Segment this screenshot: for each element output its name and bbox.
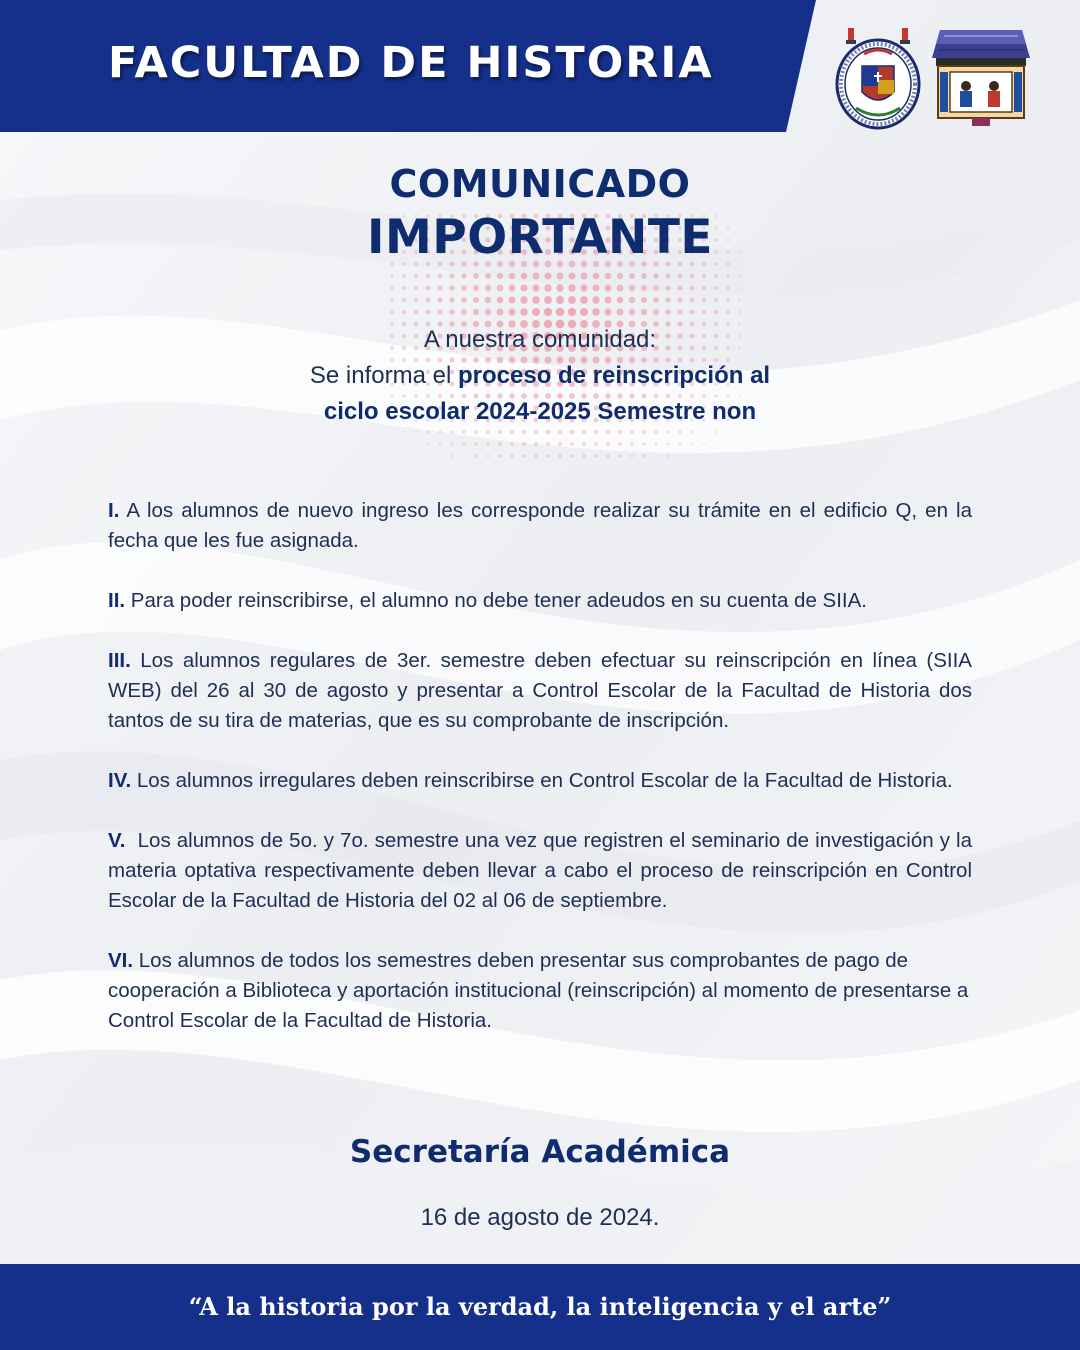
item-text: Los alumnos de todos los semestres deben presentar sus comprobantes de pago de cooperación a Biblioteca y aportación institucional (reinscripción) al momento de presentarse a Control Escolar de la Facultad de Historia. — [108, 949, 969, 1032]
list-item — [108, 946, 972, 1036]
item-text: Los alumnos regulares de 3er. semestre deben efectuar su reinscripción en línea (SIIA WEB) del 26 al 30 de agosto y presentar a Control Escolar de la Facultad de Historia dos tantos de su tira de materias, que es su comprobante de inscripción. — [108, 649, 972, 732]
signature: Secretaría Académica — [349, 1134, 731, 1170]
item-text: Para poder reinscribirse, el alumno no debe tener adeudos en su cuenta de SIIA. — [130, 589, 867, 612]
header-title: FACULTAD DE HISTORIA — [108, 38, 714, 88]
intro-bold-2: ciclo escolar 2024-2025 Semestre non — [323, 398, 757, 425]
intro-prefix: Se informa el — [309, 362, 458, 389]
item-numeral: I. — [108, 499, 120, 522]
university-seal-icon — [834, 26, 922, 130]
intro-line-3 — [0, 394, 1080, 430]
greeting: A nuestra comunidad: — [423, 326, 657, 353]
intro-block — [0, 322, 1080, 430]
list-item — [108, 766, 972, 796]
item-numeral: VI. — [108, 949, 134, 972]
list-item — [108, 826, 972, 916]
intro-bold-1: proceso de reinscripción al — [457, 362, 771, 389]
announcement-body — [108, 496, 972, 1066]
announcement-title-line1: COMUNICADO — [389, 162, 691, 206]
list-item — [108, 496, 972, 556]
announcement-date: 16 de agosto de 2024. — [420, 1204, 660, 1231]
footer-motto: “A la historia por la verdad, la inteligencia y el arte” — [188, 1292, 892, 1321]
item-numeral: V. — [108, 829, 126, 852]
list-item — [108, 586, 972, 616]
item-text: Los alumnos de 5o. y 7o. semestre una vez que registren el seminario de investigación y la materia optativa respectivamente deben llevar a cabo el proceso de reinscripción en Control Escolar de la Facultad de Historia del 02 al 06 de septiembre. — [108, 829, 972, 912]
item-numeral: II. — [108, 589, 126, 612]
faculty-house-icon — [930, 28, 1032, 126]
announcement-title-line2: IMPORTANTE — [366, 210, 714, 265]
item-text: A los alumnos de nuevo ingreso les corresponde realizar su trámite en el edificio Q, en la fecha que les fue asignada. — [108, 499, 972, 552]
intro-line-2 — [0, 358, 1080, 394]
header — [0, 0, 1080, 132]
item-text: Los alumnos irregulares deben reinscribirse en Control Escolar de la Facultad de Historia. — [136, 769, 953, 792]
item-numeral: III. — [108, 649, 131, 672]
list-item — [108, 646, 972, 736]
item-numeral: IV. — [108, 769, 132, 792]
footer-banner — [0, 1264, 1080, 1350]
